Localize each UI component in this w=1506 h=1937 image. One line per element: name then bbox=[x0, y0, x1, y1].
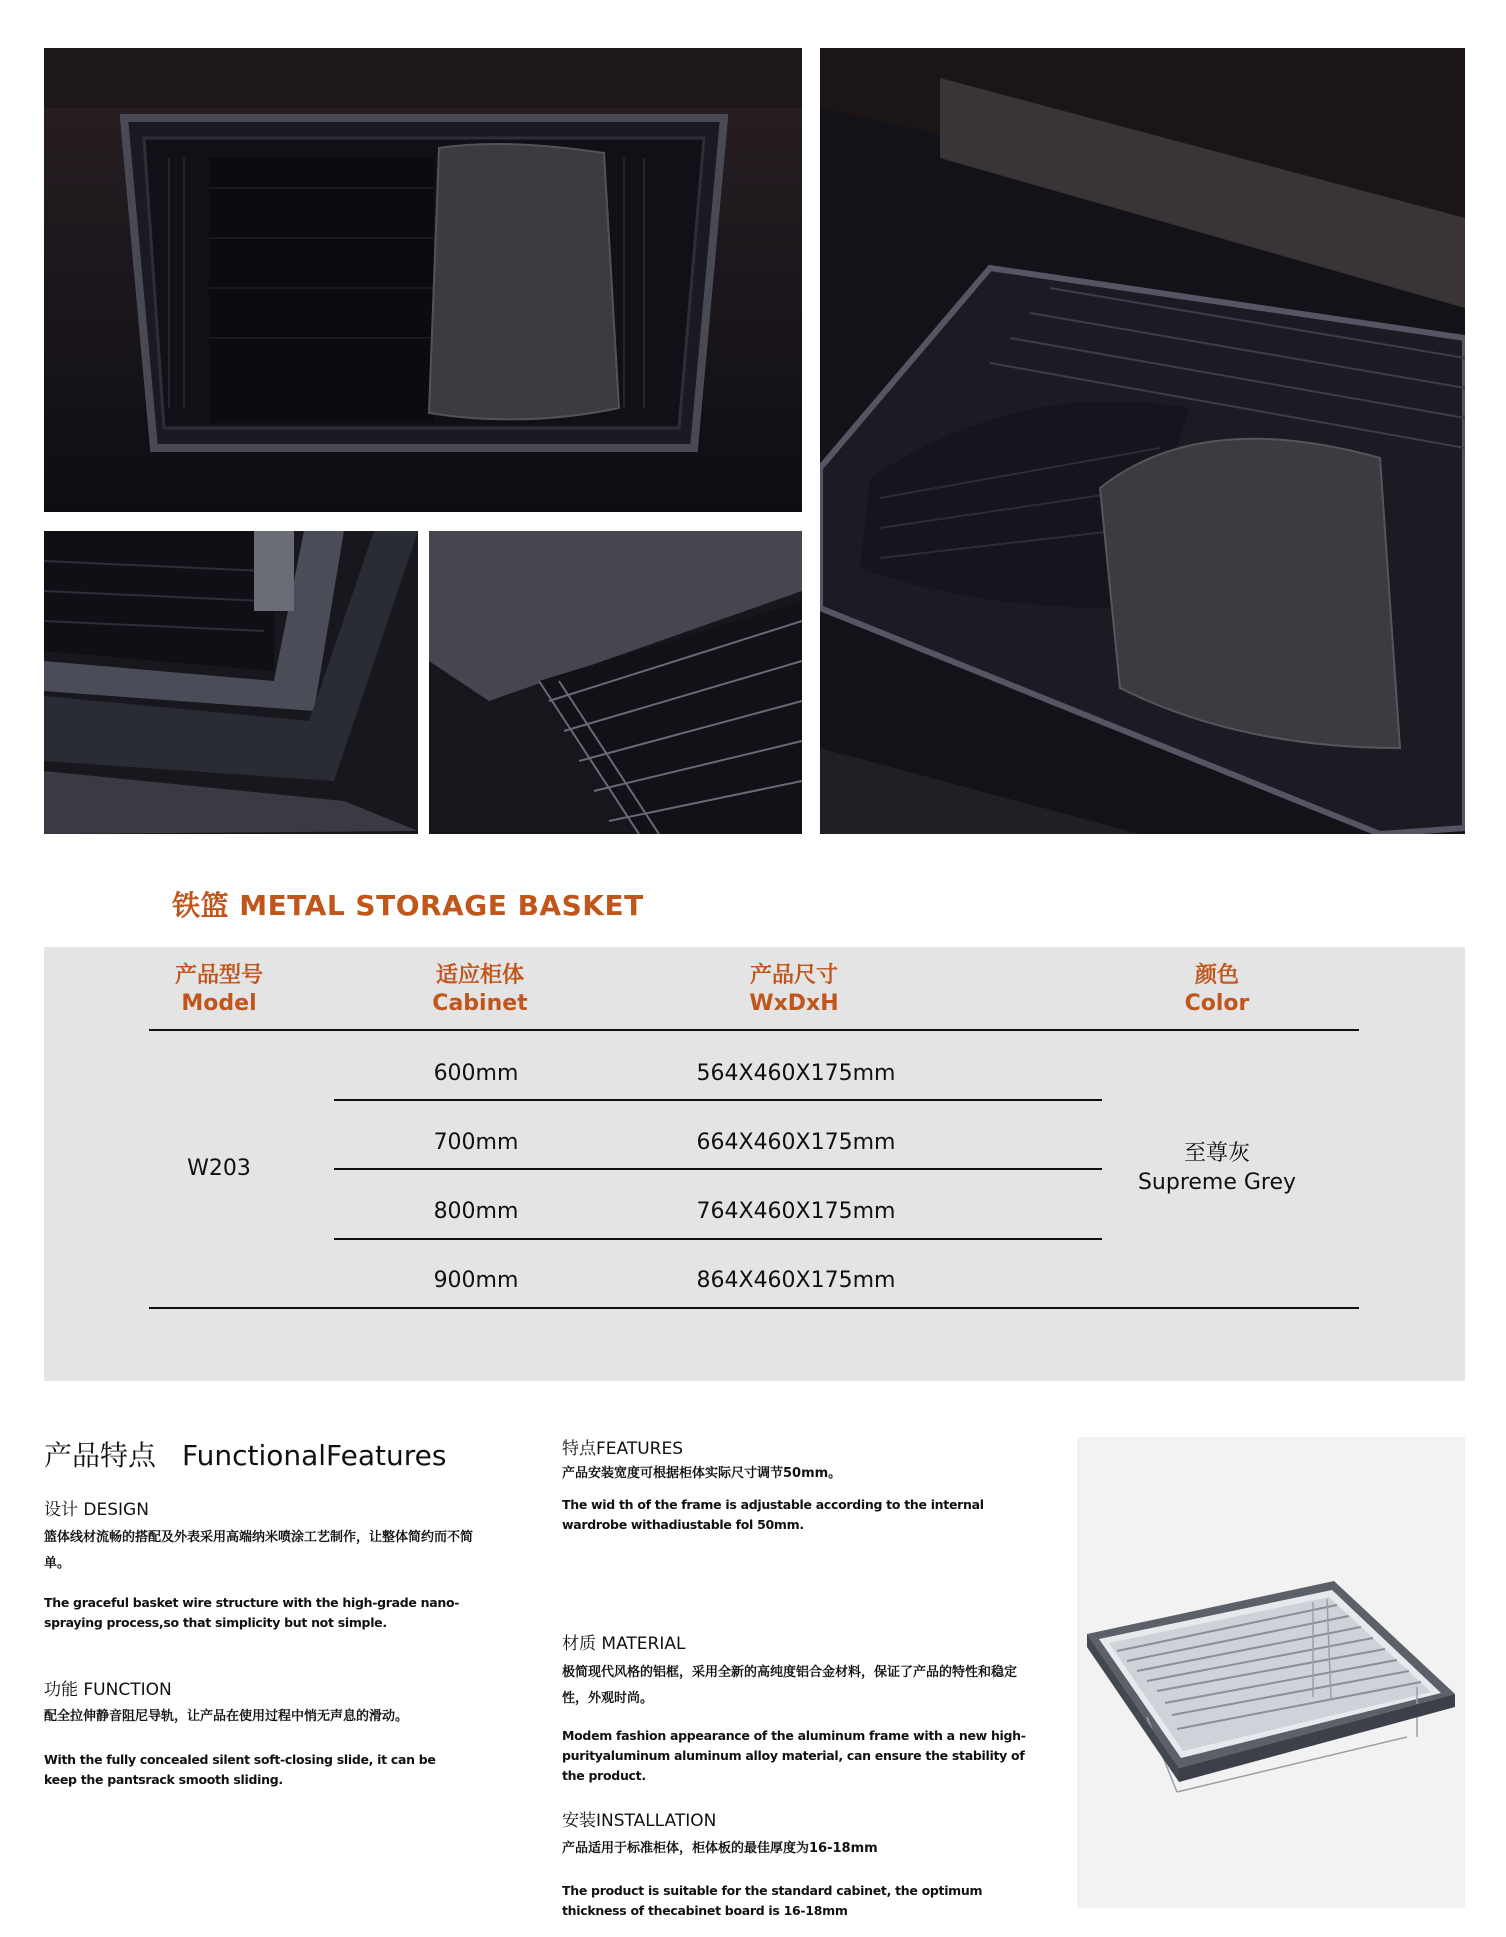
function-zh: 配全拉伸静音阻尼导轨，让产品在使用过程中悄无声息的滑动。 bbox=[44, 1709, 409, 1724]
features-zh: 产品安装宽度可根据柜体实际尺寸调节50mm。 bbox=[562, 1466, 842, 1481]
header-size: 产品尺寸 WxDxH bbox=[749, 963, 839, 1016]
material-title: 材质 MATERIAL bbox=[562, 1634, 686, 1654]
cabinet-cell: 600mm bbox=[433, 1061, 519, 1086]
size-cell: 864X460X175mm bbox=[696, 1268, 896, 1293]
header-cabinet: 适应柜体 Cabinet bbox=[432, 963, 528, 1016]
row-divider bbox=[334, 1238, 1102, 1240]
size-cell: 764X460X175mm bbox=[696, 1199, 896, 1224]
design-title: 设计 DESIGN bbox=[44, 1500, 149, 1520]
size-cell: 564X460X175mm bbox=[696, 1061, 896, 1086]
size-cell: 664X460X175mm bbox=[696, 1130, 896, 1155]
installation-title: 安装INSTALLATION bbox=[562, 1811, 717, 1831]
basket-rails-photo bbox=[429, 531, 802, 834]
material-zh: 极简现代风格的铝框，采用全新的高纯度铝合金材料，保证了产品的特性和稳定性，外观时尚。 bbox=[562, 1665, 1018, 1706]
drawer-angled-photo bbox=[820, 48, 1465, 834]
color-zh: 至尊灰 bbox=[1183, 1141, 1250, 1166]
features-title: 特点FEATURES bbox=[562, 1439, 684, 1459]
row-divider bbox=[334, 1099, 1102, 1101]
page-title: 铁篮 METAL STORAGE BASKET bbox=[172, 889, 644, 922]
installation-zh: 产品适用于标准柜体，柜体板的最佳厚度为16-18mm bbox=[562, 1841, 878, 1856]
table-bottom-divider bbox=[149, 1307, 1359, 1309]
row-divider bbox=[334, 1168, 1102, 1170]
function-title: 功能 FUNCTION bbox=[44, 1680, 172, 1700]
features-heading: 产品特点 FunctionalFeatures bbox=[44, 1439, 447, 1472]
installation-en: The product is suitable for the standard cabinet, the optimum thickness of thecabinet board is 16-18mm bbox=[562, 1883, 983, 1918]
drawer-front-photo bbox=[44, 48, 802, 512]
design-zh: 篮体线材流畅的搭配及外表采用高端纳米喷涂工艺制作，让整体简约而不简单。 bbox=[44, 1530, 474, 1571]
cabinet-cell: 800mm bbox=[433, 1199, 519, 1224]
product-photo bbox=[1077, 1437, 1465, 1908]
frame-corner-photo bbox=[44, 531, 418, 834]
color-en: Supreme Grey bbox=[1137, 1170, 1297, 1195]
model-value: W203 bbox=[187, 1156, 251, 1181]
cabinet-cell: 700mm bbox=[433, 1130, 519, 1155]
material-en: Modem fashion appearance of the aluminum frame with a new high-purityaluminum aluminum alloy material, can ensure the stability of the product. bbox=[562, 1728, 1026, 1783]
features-en: The wid th of the frame is adjustable according to the internal wardrobe withadiustable fol 50mm. bbox=[562, 1497, 984, 1532]
cabinet-cell: 900mm bbox=[433, 1268, 519, 1293]
header-model: 产品型号 Model bbox=[174, 963, 263, 1016]
header-divider bbox=[149, 1029, 1359, 1031]
header-color: 颜色 Color bbox=[1184, 963, 1250, 1016]
function-en: With the fully concealed silent soft-closing slide, it can be keep the pantsrack smooth sliding. bbox=[44, 1752, 436, 1787]
design-en: The graceful basket wire structure with the high-grade nano-spraying process,so that simplicity but not simple. bbox=[44, 1595, 460, 1630]
